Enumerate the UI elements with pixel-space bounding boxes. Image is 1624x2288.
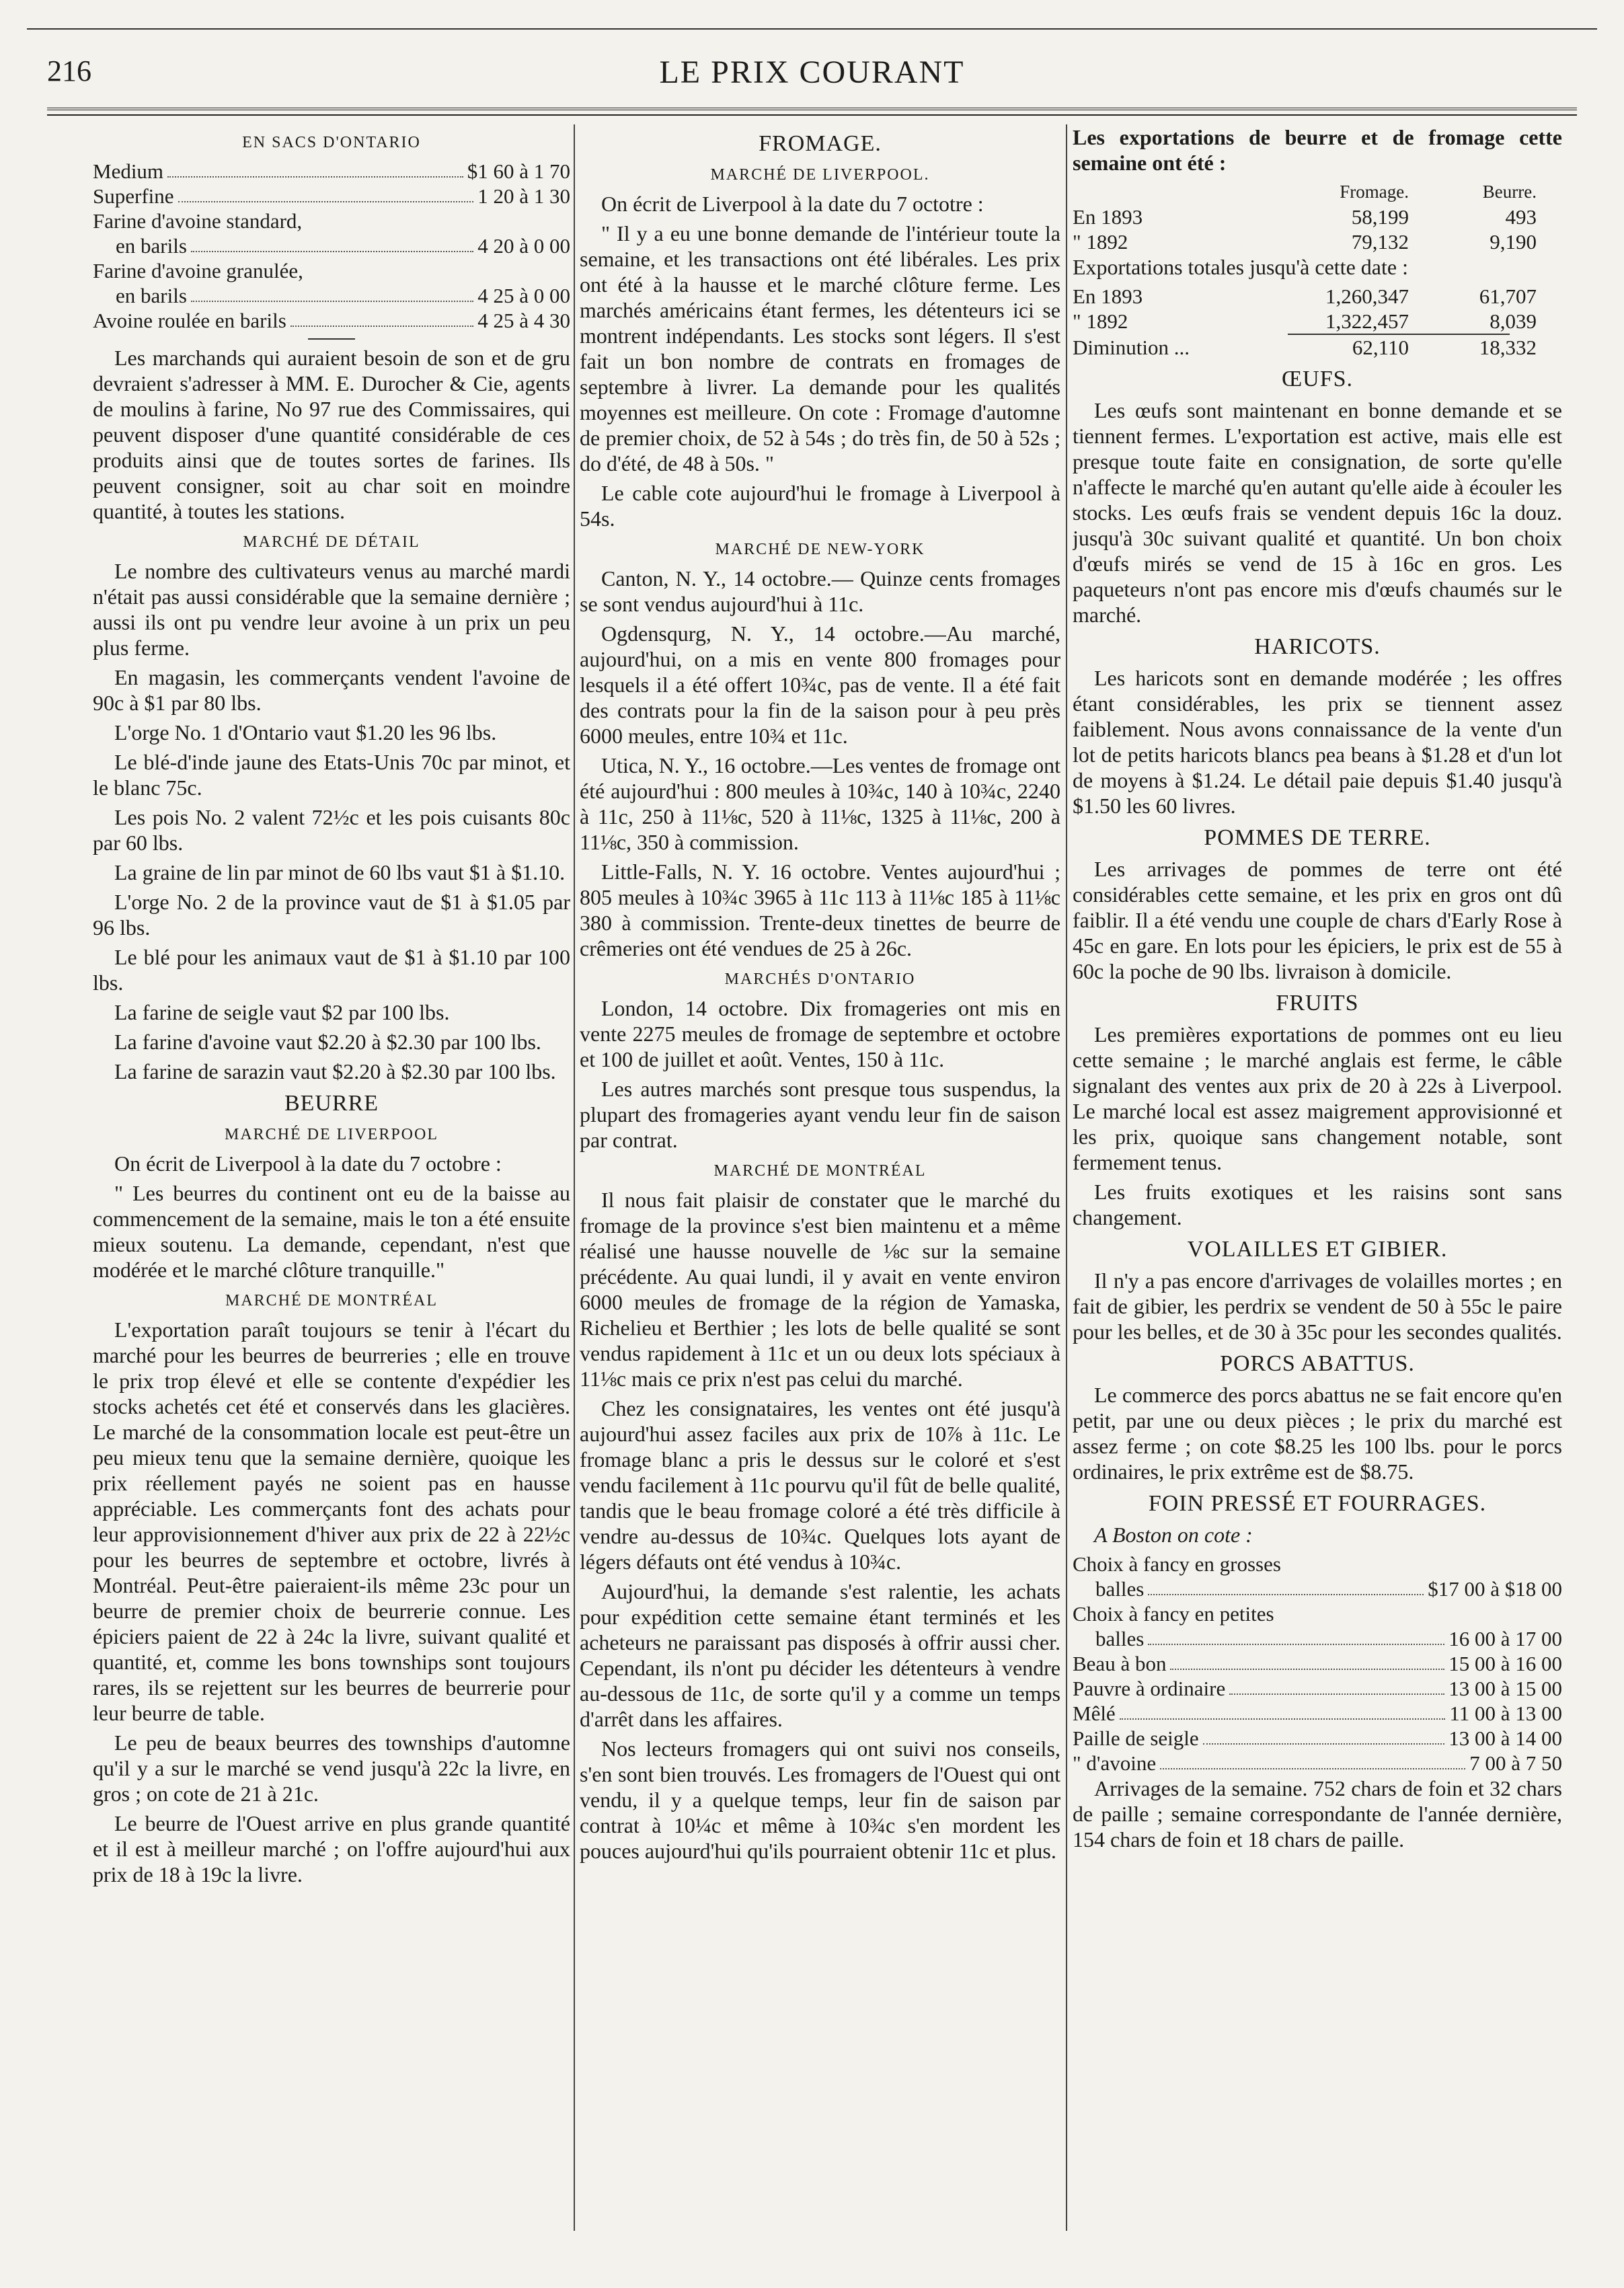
exports-row [1073,229,1562,254]
article-paragraph: Ogdensqurg, N. Y., 14 octobre.—Au marché, aujourd'hui, on a mis en vente 800 fromages pour lesquels il a été offert 10¾c, pas de vente. Il a été fait des contrats pour la fin de la saison pour à peu près 6000 meules, entre 10¾ et 11c. [580,621,1060,748]
article-paragraph: Les autres marchés sont presque tous suspendus, la plupart des fromageries ayant vendu leur fin de saison par contrat. [580,1077,1060,1152]
page-header [47,54,1577,101]
column-divider [1066,124,1067,2231]
price-label: " d'avoine [1073,1751,1157,1775]
leader-dots [291,326,473,327]
price-label: en barils [116,284,187,307]
exports-year: " 1892 [1073,230,1128,254]
price-value: $1 60 à 1 70 [467,159,570,183]
article-paragraph: Le blé-d'inde jaune des Etats-Unis 70c par minot, et le blanc 75c. [93,750,570,800]
leader-dots [191,301,473,302]
leader-dots [1160,1768,1465,1769]
price-label: Paille de seigle [1073,1726,1199,1750]
price-label: Avoine roulée en barils [93,309,286,332]
price-label: Mêlé [1073,1702,1116,1725]
article-paragraph: En magasin, les commerçants vendent l'avoine de 90c à $1 par 80 lbs. [93,665,570,715]
section-subheading: MARCHÉ DE MONTRÉAL [225,1292,438,1309]
section-subheading: MARCHÉ DE LIVERPOOL [225,1126,438,1143]
diminution-fromage: 62,110 [1352,336,1409,359]
article-paragraph: On écrit de Liverpool à la date du 7 octobre : [114,1151,502,1176]
price-value: $17 00 à $18 00 [1428,1577,1562,1601]
exports-table [1073,180,1562,254]
section-subheading: MARCHÉ DE MONTRÉAL [713,1162,927,1180]
exports-beurre: 61,707 [1479,284,1537,308]
price-label: Pauvre à ordinaire [1073,1677,1226,1700]
exports-beurre: 9,190 [1490,230,1537,254]
leader-dots [191,251,473,252]
price-value: 16 00 à 17 00 [1448,1627,1562,1650]
exports-header [1073,180,1562,204]
leader-dots [178,201,474,202]
price-row [1073,1576,1562,1601]
article-paragraph: Le beurre de l'Ouest arrive en plus grande quantité et il est à meilleur marché ; on l'offre aujourd'hui aux prix de 18 à 19c la livre. [93,1811,570,1886]
price-value: 15 00 à 16 00 [1448,1652,1562,1675]
exports-total-table [1073,284,1562,360]
article-paragraph: Le blé pour les animaux vaut de $1 à $1.10 par 100 lbs. [93,945,570,995]
leader-dots [1203,1743,1445,1745]
section-heading: PORCS ABATTUS. [1220,1351,1415,1376]
leader-dots [167,176,463,178]
price-label: Farine d'avoine granulée, [93,259,303,282]
exports-col-beurre: Beurre. [1482,182,1537,202]
price-row [93,159,570,184]
article-paragraph: London, 14 octobre. Dix fromageries ont mis en vente 2275 meules de fromage de septembre et octobre et 100 de juillet et août. Ventes, 150 à 11c. [580,996,1060,1071]
price-row [1073,1751,1562,1776]
article-paragraph: Le nombre des cultivateurs venus au marché mardi n'était pas aussi considérable que la semaine dernière ; aussi ils ont pu vendre leur avoine à un prix un peu plus ferme. [93,559,570,660]
article-paragraph: Les pois No. 2 valent 72½c et les pois cuisants 80c par 60 lbs. [93,805,570,855]
article-paragraph: La graine de lin par minot de 60 lbs vaut $1 à $1.10. [114,860,566,884]
exports-fromage: 1,322,457 [1325,309,1409,333]
section-heading: FROMAGE. [759,131,882,156]
article-paragraph: La farine de seigle vaut $2 par 100 lbs. [114,1000,450,1024]
section-subheading: MARCHÉ DE NEW-YORK [715,541,925,558]
price-row [93,283,570,308]
exports-col-fromage: Fromage. [1340,182,1409,202]
price-value: 4 25 à 4 30 [477,309,570,332]
exports-year: En 1893 [1073,284,1143,308]
article-paragraph: Les exportations de beurre et de fromage cette semaine ont été : [1073,125,1562,175]
diminution-beurre: 18,332 [1479,336,1537,359]
diminution-label: Diminution ... [1073,336,1190,359]
price-value: 13 00 à 14 00 [1448,1726,1562,1750]
price-row [1073,1676,1562,1701]
article-paragraph: L'exportation paraît toujours se tenir à l'écart du marché pour les beurres de beurreries ; elle en trouve le prix trop élevé et elle se contente d'expédier les stocks achetés cet été et conservés dans les glacières. Le marché de la consommation locale est peut-être un peu mieux tenu que la semaine dernière, quoique les prix réellement payés ne soient pas en hausse appréciable. Les commerçants font des achats pour leur approvisionnement d'hiver aux prix de 22 à 22½c pour les beurres de septembre et octobre, livrés à Montréal. Peut-être paieraient-ils même 23c pour un beurre de premier choix de beurrerie connue. Les épiciers paient de 22 à 24c la livre, suivant qualité et quantité, et, comme les bons townships sont toujours rares, ils se rejettent sur les beurres de beurrerie pour leur beurre de table. [93,1318,570,1725]
price-value: 7 00 à 7 50 [1469,1751,1562,1775]
price-row [1073,1626,1562,1651]
article-paragraph: " Les beurres du continent ont eu de la baisse au commencement de la semaine, mais le ton a été ensuite mieux soutenu. La demande, cependant, n'est que modérée et le marché clôture tranquille." [93,1181,570,1282]
article-paragraph: Exportations totales jusqu'à cette date : [1073,255,1408,279]
price-label: Choix à fancy en grosses [1073,1552,1281,1576]
price-row [1073,1651,1562,1676]
price-row [1073,1701,1562,1726]
column-3 [1073,124,1562,2231]
section-heading: FOIN PRESSÉ ET FOURRAGES. [1148,1491,1487,1516]
article-paragraph: Nos lecteurs fromagers qui ont suivi nos conseils, s'en sont bien trouvés. Les fromagers de l'Ouest qui ont vendu, il y a quelque temps, leur fin de saison par contrat à 10¼c et même à 10¾c s'en mordent les pouces aujourd'hui qu'ils pourraient obtenir 11c et plus. [580,1737,1060,1863]
separator [308,338,355,340]
exports-beurre: 493 [1505,205,1537,229]
article-paragraph: Le peu de beaux beurres des townships d'automne qu'il y a sur le marché se vend jusqu'à 22c la livre, en gros ; on cote de 21 à 21c. [93,1730,570,1806]
price-value: 1 20 à 1 30 [477,184,570,208]
leader-dots [1148,1594,1424,1595]
price-value: 11 00 à 13 00 [1449,1702,1562,1725]
diminution-row [1073,335,1562,360]
price-row [93,184,570,208]
article-paragraph: Les œufs sont maintenant en bonne demande et se tiennent fermes. L'exportation est active, mais elle est presque toute faite en consignation, de sorte qu'elle n'affecte le marché qu'en autant qu'elle aide à écouler les stocks. Les œufs frais se vendent depuis 16c la douz. jusqu'à 30c suivant qualité et quantité. Un bon choix d'œufs mirés se vend de 15 à 16c en gros. Les paqueteurs n'ont pas encore mis d'œufs chaumés sur le marché. [1073,398,1562,627]
article-paragraph: Les arrivages de pommes de terre ont été considérables cette semaine, et les prix en gros ont dû faiblir. Il a été vendu une couple de chars d'Early Rose à 45c en gare. En lots pour les épiciers, le prix est de 55 à 60c la poche de 90 lbs. livraison à domicile. [1073,857,1562,983]
price-label: Superfine [93,184,174,208]
article-paragraph: Il n'y a pas encore d'arrivages de volailles mortes ; en fait de gibier, les perdrix se vendent de 50 à 55c le paire pour les belles, et de 30 à 35c pour les secondes qualités. [1073,1268,1562,1344]
price-value: 4 20 à 0 00 [477,234,570,258]
article-paragraph: Les fruits exotiques et les raisins sont sans changement. [1073,1180,1562,1229]
price-label: Beau à bon [1073,1652,1167,1675]
article-paragraph: Il nous fait plaisir de constater que le marché du fromage de la province s'est bien maintenu et a même réalisé une hausse nouvelle de ⅛c sur la semaine précédente. Au quai lundi, il y avait en vente environ 6000 meules de fromage de la région de Yamaska, Richelieu et Berthier ; les lots de belle qualité se sont vendus rapidement à 11c et un ou deux lots spéciaux à 11⅛c mais ce prix n'est pas celui du marché. [580,1188,1060,1391]
section-subheading: MARCHÉS D'ONTARIO [724,970,916,988]
leader-dots [1170,1669,1444,1670]
exports-beurre: 8,039 [1490,309,1537,333]
article-paragraph: Les haricots sont en demande modérée ; les offres étant considérables, les prix se tiennent assez faiblement. Nous avons connaissance de la vente d'un lot de petits haricots blancs pea beans à $1.28 et d'un lot de moyens à $1.24. Le détail paie depuis $1.40 jusqu'à $1.50 les 60 livres. [1073,666,1562,818]
price-value: 13 00 à 15 00 [1448,1677,1562,1700]
exports-fromage: 58,199 [1351,205,1409,229]
article-paragraph: Chez les consignataires, les ventes ont été jusqu'à aujourd'hui assez faciles aux prix de 10⅞ à 11c. Le fromage blanc a pris le dessus sur le coloré et s'est vendu facilement à 11c pourvu qu'il fût de belle qualité, tandis que le beau fromage coloré a été très difficile à vendre au-dessus de 10¾c. Quelques lots ayant de légers défauts ont été vendus à 10¾c. [580,1396,1060,1574]
section-heading: FRUITS [1276,991,1359,1016]
article-paragraph: On écrit de Liverpool à la date du 7 octotre : [601,192,984,216]
section-subheading: EN SACS D'ONTARIO [242,134,421,151]
column-2 [580,124,1060,2231]
article-paragraph: A Boston on cote : [1094,1523,1253,1547]
section-heading: ŒUFS. [1281,367,1354,391]
price-label: Farine d'avoine standard, [93,209,303,233]
article-paragraph: La farine d'avoine vaut $2.20 à $2.30 par 100 lbs. [114,1030,541,1054]
article-paragraph: La farine de sarazin vaut $2.20 à $2.30 par 100 lbs. [114,1059,556,1083]
article-paragraph: Les marchands qui auraient besoin de son et de gru devraient s'adresser à MM. E. Durocher & Cie, agents de moulins à farine, No 97 rue des Commissaires, qui peuvent disposer d'une quantité considérable de ces produits ainsi que de toutes sortes de farines. Ils peuvent consigner, soit au char soit en moindre quantité, à toutes les stations. [93,346,570,523]
article-paragraph: Little-Falls, N. Y. 16 octobre. Ventes aujourd'hui ; 805 meules à 10¾c 3965 à 11c 113 à 11⅛c 185 à 11⅛c 380 à commission. Trente-deux tinettes de beurre de crêmeries ont été vendues de 25 à 26c. [580,860,1060,960]
column-1 [93,124,570,2231]
exports-row [1073,284,1562,309]
article-paragraph: Canton, N. Y., 14 octobre.— Quinze cents fromages se sont vendus aujourd'hui à 11c. [580,566,1060,616]
price-label: Choix à fancy en petites [1073,1602,1274,1626]
article-paragraph: Arrivages de la semaine. 752 chars de foin et 32 chars de paille ; semaine correspondante de l'année dernière, 154 chars de foin et 18 chars de paille. [1073,1776,1562,1852]
article-paragraph: Utica, N. Y., 16 octobre.—Les ventes de fromage ont été aujourd'hui : 800 meules à 10¾c, 140 à 10¾c, 2240 à 11c, 250 à 11⅛c, 520 à 11⅛c, 1325 à 11⅛c, 200 à 11⅛c, 350 à commission. [580,753,1060,854]
price-row [93,233,570,258]
section-heading: HARICOTS. [1254,634,1381,659]
exports-year: " 1892 [1073,309,1128,333]
exports-fromage: 1,260,347 [1325,284,1409,308]
leader-dots [1229,1693,1444,1695]
top-rule [27,28,1597,30]
article-paragraph: Aujourd'hui, la demande s'est ralentie, les achats pour expédition cette semaine étant terminés et les acheteurs ne paraissant pas disposés à offrir aussi cher. Cependant, ils n'ont pu décider les détenteurs à vendre au-dessous de 11c, de sorte qu'il y a comme un temps d'arrêt dans les affaires. [580,1579,1060,1731]
article-paragraph: " Il y a eu une bonne demande de l'intérieur toute la semaine, et les transactions ont été libérales. Les prix ont été à la hausse et le marché clôture ferme. Les marchés américains étant fermes, les détenteurs ici se montrent indépendants. Les stocks sont légers. Il s'est fait un bon nombre de contrats en fromages de septembre à livrer. La demande pour les qualités moyennes est meilleure. On cote : Fromage d'automne de premier choix, de 52 à 54s ; do très fin, de 50 à 52s ; do d'été, de 48 à 50s. " [580,221,1060,475]
article-paragraph: Le commerce des porcs abattus ne se fait encore qu'en petit, par une ou deux pièces ; le prix du marché est assez ferme ; on cote $8.25 les 100 lbs. pour le porcs ordinaires, le prix extrême est de $8.75. [1073,1383,1562,1484]
exports-row [1073,204,1562,229]
page-number: 216 [47,54,91,87]
price-label: en barils [116,234,187,258]
leader-dots [1120,1718,1446,1720]
column-divider [574,124,575,2231]
section-heading: POMMES DE TERRE. [1204,825,1431,850]
page-title: LE PRIX COURANT [659,54,965,90]
exports-year: En 1893 [1073,205,1143,229]
price-row [1073,1726,1562,1751]
article-paragraph: L'orge No. 2 de la province vaut de $1 à $1.05 par 96 lbs. [93,890,570,940]
header-rule [47,108,1577,116]
leader-dots [1148,1644,1444,1645]
article-paragraph: L'orge No. 1 d'Ontario vaut $1.20 les 96 lbs. [114,720,497,745]
exports-row [1073,309,1562,334]
price-row [93,308,570,333]
price-label: Medium [93,159,164,183]
section-subheading: MARCHÉ DE DÉTAIL [243,533,420,551]
exports-fromage: 79,132 [1351,230,1409,254]
section-heading: BEURRE [284,1091,379,1116]
article-paragraph: Le cable cote aujourd'hui le fromage à Liverpool à 54s. [580,481,1060,531]
price-label: balles [1095,1627,1145,1650]
article-paragraph: Les premières exportations de pommes ont eu lieu cette semaine ; le marché anglais est ferme, le câble signalant des ventes aux prix de 20 à 22s à Liverpool. Le marché local est assez maigrement approvisionné et les prix, quoique sans changement notable, sont fermement tenus. [1073,1022,1562,1174]
section-subheading: MARCHÉ DE LIVERPOOL. [710,166,930,184]
section-heading: VOLAILLES ET GIBIER. [1187,1237,1448,1262]
price-value: 4 25 à 0 00 [477,284,570,307]
price-label: balles [1095,1577,1145,1601]
